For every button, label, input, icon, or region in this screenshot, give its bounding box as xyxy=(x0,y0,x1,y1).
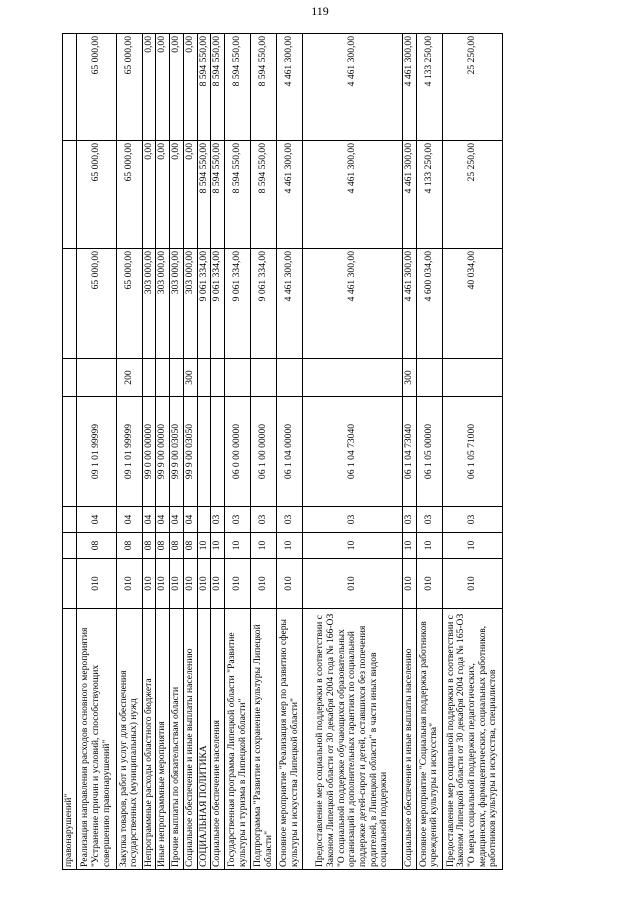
admin-code-cell: 010 xyxy=(211,559,225,609)
amount-year3-cell: 0,00 xyxy=(156,34,170,141)
admin-code-cell xyxy=(63,559,77,609)
table-row xyxy=(403,34,417,870)
section-cell: 10 xyxy=(211,533,225,559)
amount-year2-cell: 0,00 xyxy=(142,141,156,249)
target-article-cell: 06 0 00 00000 xyxy=(225,397,251,507)
section-cell: 10 xyxy=(277,533,303,559)
amount-year2-cell: 4 461 300,00 xyxy=(303,141,403,249)
admin-code-cell: 010 xyxy=(442,559,502,609)
amount-year3-cell: 4 133 250,00 xyxy=(416,34,442,141)
amount-year3-cell: 4 461 300,00 xyxy=(277,34,303,141)
expense-type-cell xyxy=(170,359,184,397)
subsection-cell: 04 xyxy=(183,507,197,533)
amount-year1-cell: 4 600 034,00 xyxy=(416,249,442,359)
target-article-cell: 06 1 05 00000 xyxy=(416,397,442,507)
expense-type-cell xyxy=(251,359,277,397)
row-name-cell: Закупка товаров, работ и услуг для обеспечения государственных (муниципальных) нужд xyxy=(116,609,142,870)
target-article-cell xyxy=(197,397,211,507)
row-name-cell: Реализация направления расходов основного мероприятия "Устранение причин и условий, способствующих совершению правонарушений" xyxy=(76,609,116,870)
subsection-cell: 03 xyxy=(303,507,403,533)
target-article-cell: 06 1 04 00000 xyxy=(277,397,303,507)
target-article-cell: 99 0 00 00000 xyxy=(142,397,156,507)
subsection-cell: 03 xyxy=(403,507,417,533)
amount-year1-cell: 4 461 300,00 xyxy=(303,249,403,359)
budget-table xyxy=(62,33,503,870)
admin-code-cell: 010 xyxy=(142,559,156,609)
amount-year2-cell: 0,00 xyxy=(156,141,170,249)
amount-year2-cell: 4 461 300,00 xyxy=(403,141,417,249)
row-name-cell: Предоставление мер социальной поддержки в соответствии с Законом Липецкой области от 30 декабря 2004 года № 166-ОЗ "О социальной поддержке обучающихся образовательных организаций и дополнительных гарантиях по социальной поддержке детей-сирот и детей, оставшихся без попечения родителей, в Липецкой области" в части иных видов социальной поддержки xyxy=(303,609,403,870)
target-article-cell: 06 1 00 00000 xyxy=(251,397,277,507)
subsection-cell: 03 xyxy=(277,507,303,533)
row-name-cell: Предоставление мер социальной поддержки в соответствии с Законом Липецкой области от 30 декабря 2004 года № 165-ОЗ "О мерах социальной поддержки педагогических, медицинских, фармацевтических, социальных работников, работников культуры и искусства, специалистов xyxy=(442,609,502,870)
table-row xyxy=(211,34,225,870)
table-row xyxy=(225,34,251,870)
amount-year3-cell: 65 000,00 xyxy=(76,34,116,141)
amount-year2-cell xyxy=(63,141,77,249)
amount-year3-cell: 8 594 550,00 xyxy=(211,34,225,141)
section-cell: 08 xyxy=(170,533,184,559)
section-cell: 08 xyxy=(142,533,156,559)
amount-year2-cell: 8 594 550,00 xyxy=(251,141,277,249)
table-row xyxy=(170,34,184,870)
table-row xyxy=(303,34,403,870)
subsection-cell: 04 xyxy=(170,507,184,533)
section-cell: 10 xyxy=(197,533,211,559)
amount-year2-cell: 0,00 xyxy=(170,141,184,249)
target-article-cell xyxy=(63,397,77,507)
section-cell: 10 xyxy=(251,533,277,559)
subsection-cell: 04 xyxy=(142,507,156,533)
row-name-cell: Государственная программа Липецкой области "Развитие культуры и туризма в Липецкой области" xyxy=(225,609,251,870)
amount-year1-cell: 303 000,00 xyxy=(142,249,156,359)
section-cell: 10 xyxy=(442,533,502,559)
section-cell: 10 xyxy=(225,533,251,559)
row-name-cell: Социальное обеспечение и иные выплаты населению xyxy=(403,609,417,870)
subsection-cell: 04 xyxy=(76,507,116,533)
subsection-cell: 03 xyxy=(251,507,277,533)
expense-type-cell xyxy=(211,359,225,397)
amount-year1-cell: 9 061 334,00 xyxy=(225,249,251,359)
subsection-cell: 04 xyxy=(156,507,170,533)
admin-code-cell: 010 xyxy=(170,559,184,609)
amount-year3-cell: 8 594 550,00 xyxy=(225,34,251,141)
row-name-cell: СОЦИАЛЬНАЯ ПОЛИТИКА xyxy=(197,609,211,870)
amount-year3-cell: 4 461 300,00 xyxy=(403,34,417,141)
expense-type-cell: 300 xyxy=(183,359,197,397)
table-row xyxy=(277,34,303,870)
expense-type-cell xyxy=(442,359,502,397)
table-row xyxy=(197,34,211,870)
amount-year1-cell: 40 034,00 xyxy=(442,249,502,359)
target-article-cell: 09 1 01 99999 xyxy=(116,397,142,507)
subsection-cell: 04 xyxy=(116,507,142,533)
target-article-cell: 99 9 00 03050 xyxy=(170,397,184,507)
admin-code-cell: 010 xyxy=(416,559,442,609)
table-row xyxy=(142,34,156,870)
table-row xyxy=(442,34,502,870)
expense-type-cell xyxy=(142,359,156,397)
amount-year3-cell: 65 000,00 xyxy=(116,34,142,141)
amount-year1-cell: 303 000,00 xyxy=(170,249,184,359)
target-article-cell: 09 1 01 99999 xyxy=(76,397,116,507)
amount-year1-cell: 9 061 334,00 xyxy=(251,249,277,359)
expense-type-cell xyxy=(277,359,303,397)
row-name-cell: Социальное обеспечение населения xyxy=(211,609,225,870)
amount-year1-cell: 65 000,00 xyxy=(116,249,142,359)
table-body xyxy=(63,34,503,870)
amount-year1-cell: 65 000,00 xyxy=(76,249,116,359)
amount-year3-cell: 0,00 xyxy=(170,34,184,141)
expense-type-cell xyxy=(156,359,170,397)
amount-year2-cell: 4 461 300,00 xyxy=(277,141,303,249)
amount-year3-cell: 0,00 xyxy=(183,34,197,141)
row-name-cell: правонарушений" xyxy=(63,609,77,870)
admin-code-cell: 010 xyxy=(76,559,116,609)
expense-type-cell xyxy=(63,359,77,397)
subsection-cell: 03 xyxy=(225,507,251,533)
amount-year1-cell xyxy=(63,249,77,359)
section-cell: 10 xyxy=(416,533,442,559)
amount-year2-cell: 0,00 xyxy=(183,141,197,249)
target-article-cell: 06 1 05 71000 xyxy=(442,397,502,507)
target-article-cell: 06 1 04 73040 xyxy=(303,397,403,507)
target-article-cell: 99 9 00 00000 xyxy=(156,397,170,507)
amount-year1-cell: 4 461 300,00 xyxy=(277,249,303,359)
admin-code-cell: 010 xyxy=(116,559,142,609)
row-name-cell: Основное мероприятие "Социальная поддержка работников учреждений культуры и искусства" xyxy=(416,609,442,870)
row-name-cell: Непрограммные расходы областного бюджета xyxy=(142,609,156,870)
row-name-cell: Прочие выплаты по обязательствам области xyxy=(170,609,184,870)
row-name-cell: Иные непрограммные мероприятия xyxy=(156,609,170,870)
expense-type-cell xyxy=(225,359,251,397)
admin-code-cell: 010 xyxy=(303,559,403,609)
table-row xyxy=(63,34,77,870)
subsection-cell: 03 xyxy=(416,507,442,533)
section-cell: 08 xyxy=(183,533,197,559)
amount-year3-cell: 8 594 550,00 xyxy=(251,34,277,141)
rotated-table-container xyxy=(62,34,503,870)
section-cell: 08 xyxy=(76,533,116,559)
admin-code-cell: 010 xyxy=(156,559,170,609)
amount-year1-cell: 9 061 334,00 xyxy=(197,249,211,359)
admin-code-cell: 010 xyxy=(183,559,197,609)
admin-code-cell: 010 xyxy=(225,559,251,609)
subsection-cell: 03 xyxy=(211,507,225,533)
admin-code-cell: 010 xyxy=(197,559,211,609)
table-row xyxy=(76,34,116,870)
amount-year2-cell: 4 133 250,00 xyxy=(416,141,442,249)
amount-year1-cell: 4 461 300,00 xyxy=(403,249,417,359)
section-cell: 08 xyxy=(116,533,142,559)
admin-code-cell: 010 xyxy=(277,559,303,609)
amount-year1-cell: 303 000,00 xyxy=(156,249,170,359)
row-name-cell: Основное мероприятие "Реализация мер по развитию сферы культуры и искусства Липецкой области" xyxy=(277,609,303,870)
amount-year3-cell: 25 250,00 xyxy=(442,34,502,141)
table-row xyxy=(416,34,442,870)
amount-year2-cell: 8 594 550,00 xyxy=(197,141,211,249)
amount-year3-cell: 4 461 300,00 xyxy=(303,34,403,141)
amount-year1-cell: 9 061 334,00 xyxy=(211,249,225,359)
expense-type-cell xyxy=(76,359,116,397)
subsection-cell: 03 xyxy=(442,507,502,533)
amount-year3-cell xyxy=(63,34,77,141)
amount-year1-cell: 303 000,00 xyxy=(183,249,197,359)
amount-year2-cell: 25 250,00 xyxy=(442,141,502,249)
target-article-cell: 06 1 04 73040 xyxy=(403,397,417,507)
row-name-cell: Социальное обеспечение и иные выплаты населению xyxy=(183,609,197,870)
target-article-cell xyxy=(211,397,225,507)
amount-year2-cell: 8 594 550,00 xyxy=(225,141,251,249)
subsection-cell xyxy=(63,507,77,533)
admin-code-cell: 010 xyxy=(403,559,417,609)
row-name-cell: Подпрограмма "Развитие и сохранение культуры Липецкой области" xyxy=(251,609,277,870)
table-row xyxy=(156,34,170,870)
expense-type-cell xyxy=(416,359,442,397)
section-cell: 10 xyxy=(403,533,417,559)
amount-year2-cell: 65 000,00 xyxy=(76,141,116,249)
expense-type-cell xyxy=(303,359,403,397)
expense-type-cell: 200 xyxy=(116,359,142,397)
section-cell xyxy=(63,533,77,559)
admin-code-cell: 010 xyxy=(251,559,277,609)
amount-year2-cell: 65 000,00 xyxy=(116,141,142,249)
target-article-cell: 99 9 00 03050 xyxy=(183,397,197,507)
amount-year3-cell: 8 594 550,00 xyxy=(197,34,211,141)
amount-year3-cell: 0,00 xyxy=(142,34,156,141)
table-row xyxy=(183,34,197,870)
subsection-cell xyxy=(197,507,211,533)
amount-year2-cell: 8 594 550,00 xyxy=(211,141,225,249)
section-cell: 08 xyxy=(156,533,170,559)
section-cell: 10 xyxy=(303,533,403,559)
expense-type-cell xyxy=(197,359,211,397)
expense-type-cell: 300 xyxy=(403,359,417,397)
table-row xyxy=(116,34,142,870)
page-number: 119 xyxy=(311,4,329,18)
table-row xyxy=(251,34,277,870)
